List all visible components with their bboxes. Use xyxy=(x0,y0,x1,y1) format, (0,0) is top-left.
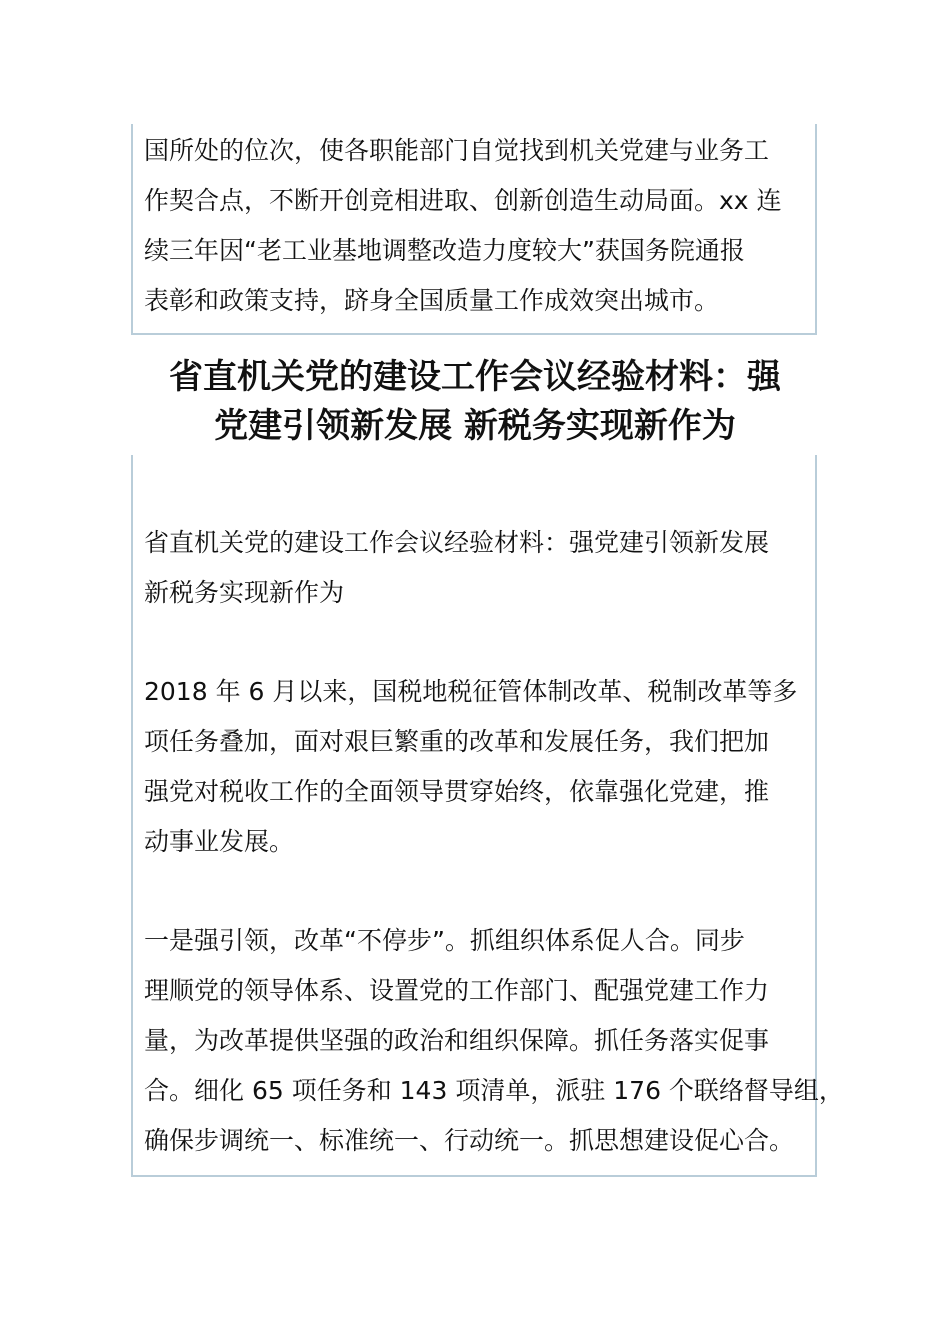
paragraph-1-line: 强党对税收工作的全面领导贯穿始终，依靠强化党建，推 xyxy=(144,777,770,806)
paragraph-1-line: 动事业发展。 xyxy=(144,827,295,856)
top-text-line: 作契合点，不断开创竞相进取、创新创造生动局面。xx 连 xyxy=(144,186,782,215)
top-text-line: 续三年因“老工业基地调整改造力度较大”获国务院通报 xyxy=(144,236,745,265)
top-text-line: 国所处的位次，使各职能部门自觉找到机关党建与业务工 xyxy=(144,136,770,165)
top-text-line: 表彰和政策支持，跻身全国质量工作成效突出城市。 xyxy=(144,286,720,315)
paragraph-2-line: 一是强引领，改革“不停步”。抓组织体系促人合。同步 xyxy=(144,926,745,955)
paragraph-2-line: 合。细化 65 项任务和 143 项清单，派驻 176 个联络督导组， xyxy=(144,1076,844,1105)
paragraph-1-line: 2018 年 6 月以来，国税地税征管体制改革、税制改革等多 xyxy=(144,677,798,706)
article-title-line-1: 省直机关党的建设工作会议经验材料：强 xyxy=(169,357,781,397)
paragraph-1-line: 项任务叠加，面对艰巨繁重的改革和发展任务，我们把加 xyxy=(144,727,770,756)
paragraph-2-line: 理顺党的领导体系、设置党的工作部门、配强党建工作力 xyxy=(144,976,770,1005)
paragraph-2-line: 确保步调统一、标准统一、行动统一。抓思想建设促心合。 xyxy=(144,1126,795,1155)
subtitle-line: 省直机关党的建设工作会议经验材料：强党建引领新发展 xyxy=(144,528,770,557)
subtitle-line: 新税务实现新作为 xyxy=(144,578,345,607)
paragraph-2-line: 量，为改革提供坚强的政治和组织保障。抓任务落实促事 xyxy=(144,1026,770,1055)
article-body-box xyxy=(131,455,817,1177)
article-title-line-2: 党建引领新发展 新税务实现新作为 xyxy=(214,406,736,446)
